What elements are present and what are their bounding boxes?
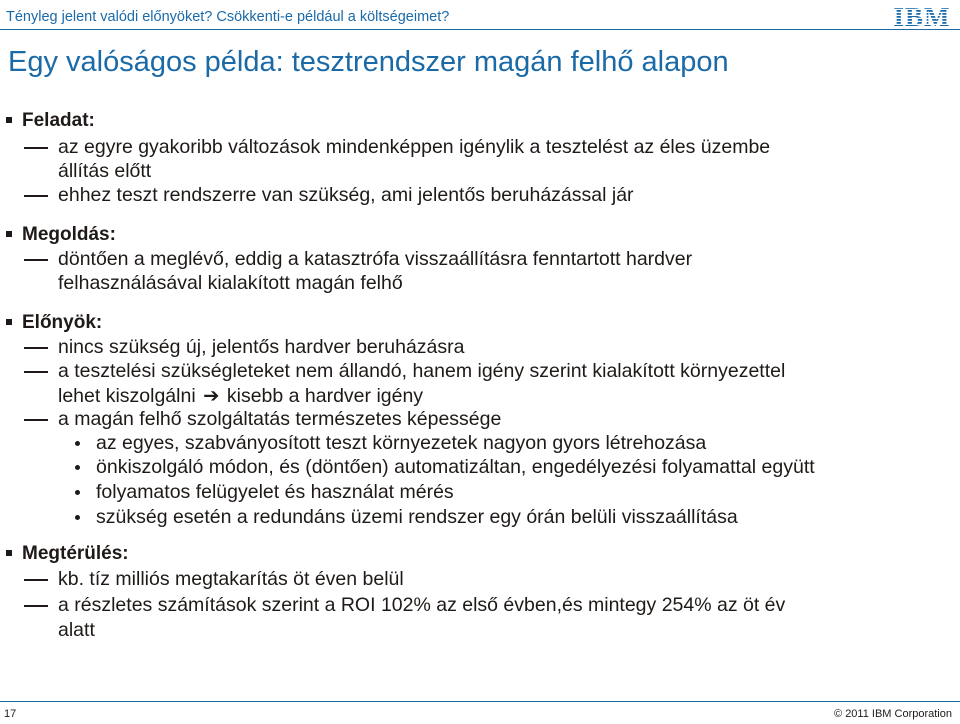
list-item-continuation: alatt <box>58 619 95 641</box>
copyright-notice: © 2011 IBM Corporation <box>834 708 952 720</box>
dash-bullet-icon <box>24 419 48 421</box>
section-heading: Előnyök: <box>22 312 102 334</box>
list-item: az egyre gyakoribb változások mindenképpen igénylik a tesztelést az éles üzembe <box>58 136 770 159</box>
list-item-continuation: lehet kiszolgálni ➔ kisebb a hardver igény <box>58 385 424 407</box>
sub-list-item: szükség esetén a redundáns üzemi rendszer egy órán belüli visszaállítása <box>96 506 738 529</box>
list-item: ehhez teszt rendszerre van szükség, ami jelentős beruházással jár <box>58 184 634 207</box>
dot-bullet-icon <box>75 441 80 446</box>
section-heading: Megoldás: <box>22 224 116 246</box>
dot-bullet-icon <box>75 465 80 470</box>
list-item: a magán felhő szolgáltatás természetes képessége <box>58 408 501 431</box>
dot-bullet-icon <box>75 515 80 520</box>
dash-bullet-icon <box>24 605 48 607</box>
list-item: a részletes számítások szerint a ROI 102% az első évben,és mintegy 254% az öt év <box>58 594 785 617</box>
right-arrow-icon: ➔ <box>203 385 220 407</box>
section-heading: Megtérülés: <box>22 543 129 565</box>
square-bullet-icon <box>6 117 12 123</box>
square-bullet-icon <box>6 231 12 237</box>
dash-bullet-icon <box>24 147 48 149</box>
footer-divider <box>0 701 960 702</box>
dash-bullet-icon <box>24 579 48 581</box>
list-item: döntően a meglévő, eddig a katasztrófa visszaállításra fenntartott hardver <box>58 248 692 271</box>
dash-bullet-icon <box>24 347 48 349</box>
sub-list-item: folyamatos felügyelet és használat mérés <box>96 481 454 504</box>
list-item-continuation: állítás előtt <box>58 160 152 182</box>
dash-bullet-icon <box>24 195 48 197</box>
sub-list-item: az egyes, szabványosított teszt környezetek nagyon gyors létrehozása <box>96 432 706 455</box>
dash-bullet-icon <box>24 259 48 261</box>
list-item: kb. tíz milliós megtakarítás öt éven belül <box>58 568 404 591</box>
slide-title: Egy valóságos példa: tesztrendszer magán felhő alapon <box>8 46 729 78</box>
square-bullet-icon <box>6 550 12 556</box>
list-item: a tesztelési szükségleteket nem állandó, hanem igény szerint kialakított környezettel <box>58 360 785 383</box>
page-number: 17 <box>4 708 17 720</box>
section-heading: Feladat: <box>22 110 95 132</box>
header-text: Tényleg jelent valódi előnyöket? Csökkenti-e például a költségeimet? <box>6 9 450 25</box>
dash-bullet-icon <box>24 371 48 373</box>
list-item: nincs szükség új, jelentős hardver beruházásra <box>58 336 464 359</box>
dot-bullet-icon <box>75 490 80 495</box>
square-bullet-icon <box>6 319 12 325</box>
sub-list-item: önkiszolgáló módon, és (döntően) automatizáltan, engedélyezési folyamattal együtt <box>96 456 815 479</box>
list-item-continuation: felhasználásával kialakított magán felhő <box>58 272 403 294</box>
